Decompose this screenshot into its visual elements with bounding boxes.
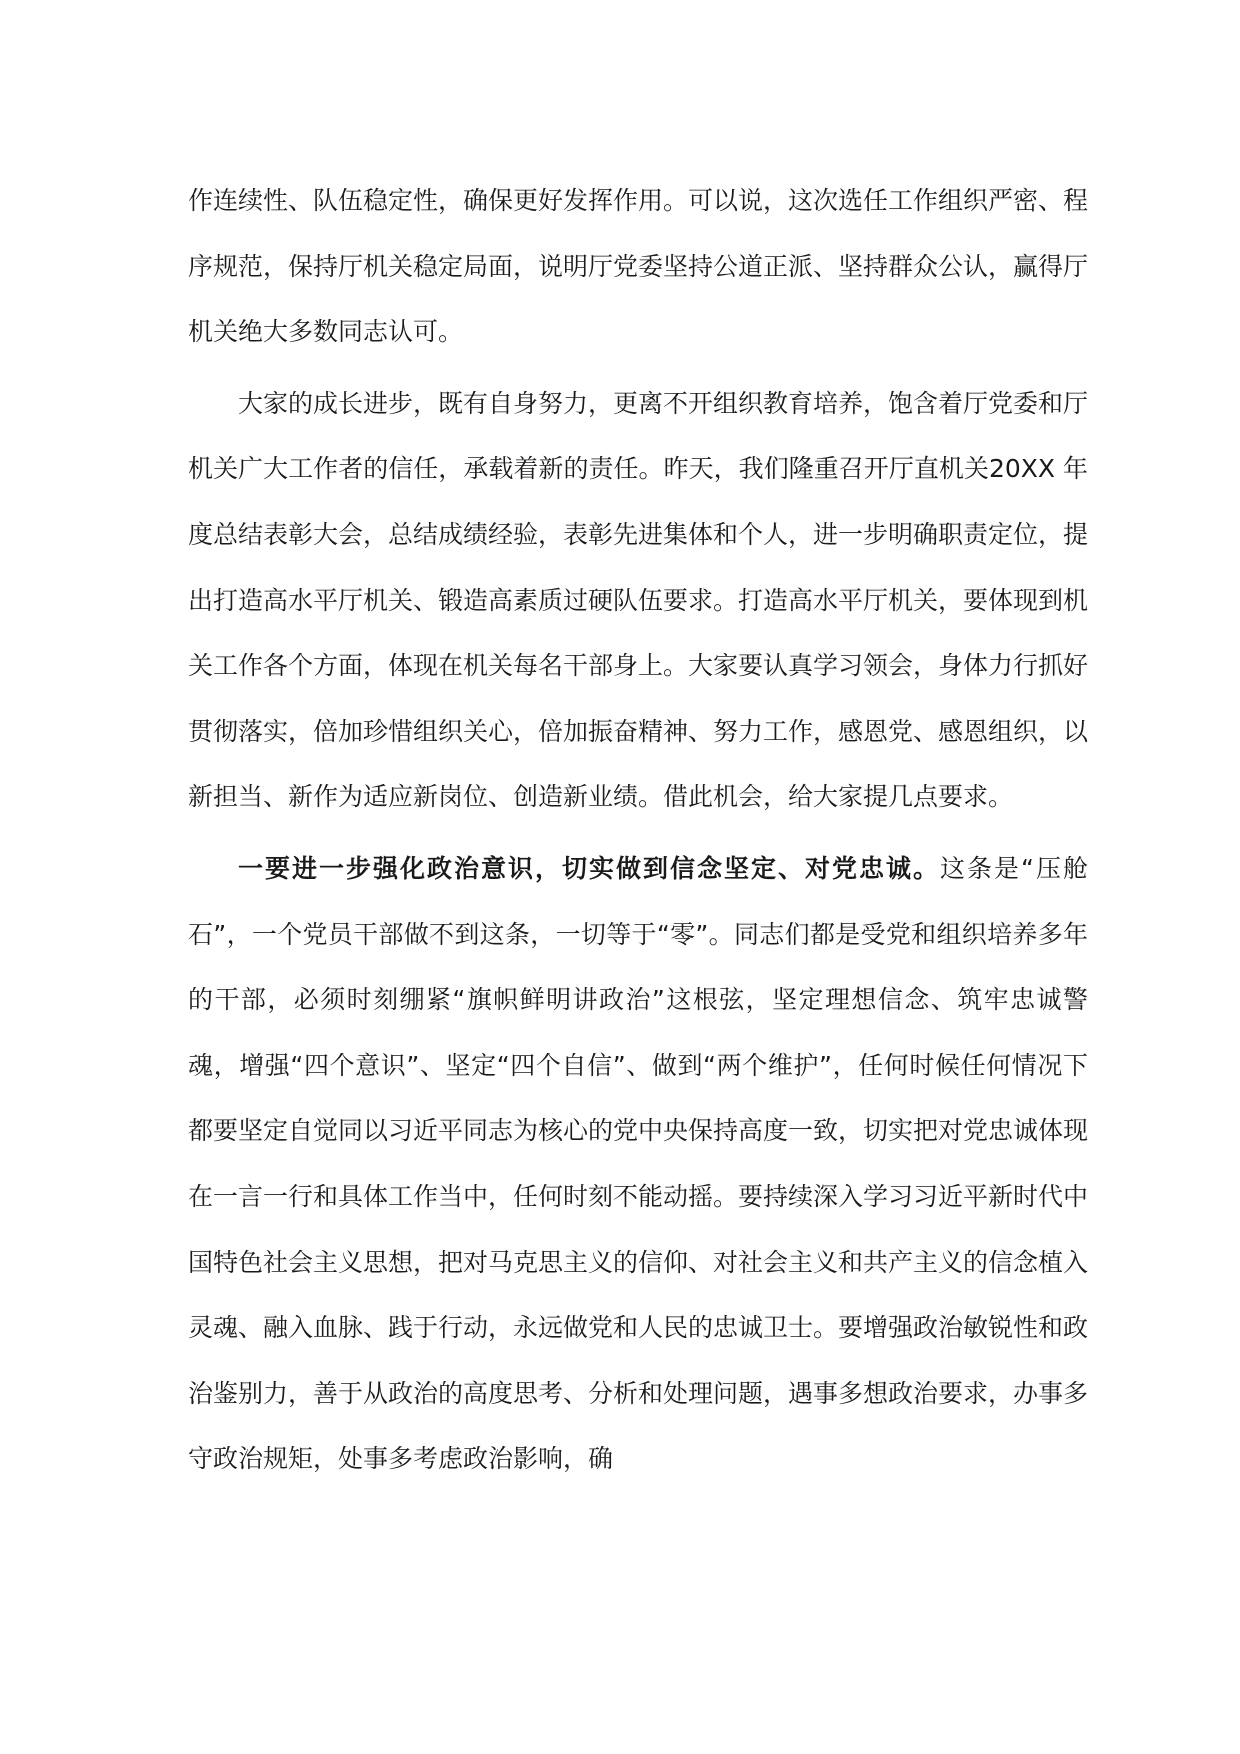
paragraph-2 — [188, 371, 1088, 830]
paragraph-3-lead: 一要进一步强化政治意识，切实做到信念坚定、对党忠诚。 — [238, 853, 941, 883]
paragraph-2-text: 大家的成长进步，既有自身努力，更离不开组织教育培养，饱含着厅党委和厅机关广大工作者的信任，承载着新的责任。昨天，我们隆重召开厅直机关20XX 年度总结表彰大会，总结成绩经验，表彰先进集体和个人，进一步明确职责定位，提出打造高水平厅机关、锻造高素质过硬队伍要求。打造高水平厅机关，要体现到机关工作各个方面，体现在机关每名干部身上。大家要认真学习领会，身体力行抓好贯彻落实，倍加珍惜组织关心，倍加振奋精神、努力工作，感恩党、感恩组织，以新担当、新作为适应新岗位、创造新业绩。借此机会，给大家提几点要求。 — [188, 388, 1089, 812]
paragraph-3 — [188, 836, 1088, 1492]
paragraph-3-text: 这条是“压舱石”，一个党员干部做不到这条，一切等于“零”。同志们都是受党和组织培养多年的干部，必须时刻绷紧“旗帜鲜明讲政治”这根弦，坚定理想信念、筑牢忠诚警魂，增强“四个意识”、坚定“四个自信”、做到“两个维护”，任何时候任何情况下都要坚定自觉同以习近平同志为核心的党中央保持高度一致，切实把对党忠诚体现在一言一行和具体工作当中，任何时刻不能动摇。要持续深入学习习近平新时代中国特色社会主义思想，把对马克思主义的信仰、对社会主义和共产主义的信念植入灵魂、融入血脉、践于行动，永远做党和人民的忠诚卫士。要增强政治敏锐性和政治鉴别力，善于从政治的高度思考、分析和处理问题，遇事多想政治要求，办事多守政治规矩，处事多考虑政治影响，确 — [188, 853, 1089, 1474]
document-body — [188, 168, 1088, 1492]
paragraph-1 — [188, 168, 1088, 365]
paragraph-1-text: 作连续性、队伍稳定性，确保更好发挥作用。可以说，这次选任工作组织严密、程序规范，保持厅机关稳定局面，说明厅党委坚持公道正派、坚持群众公认，赢得厅机关绝大多数同志认可。 — [188, 186, 1089, 347]
